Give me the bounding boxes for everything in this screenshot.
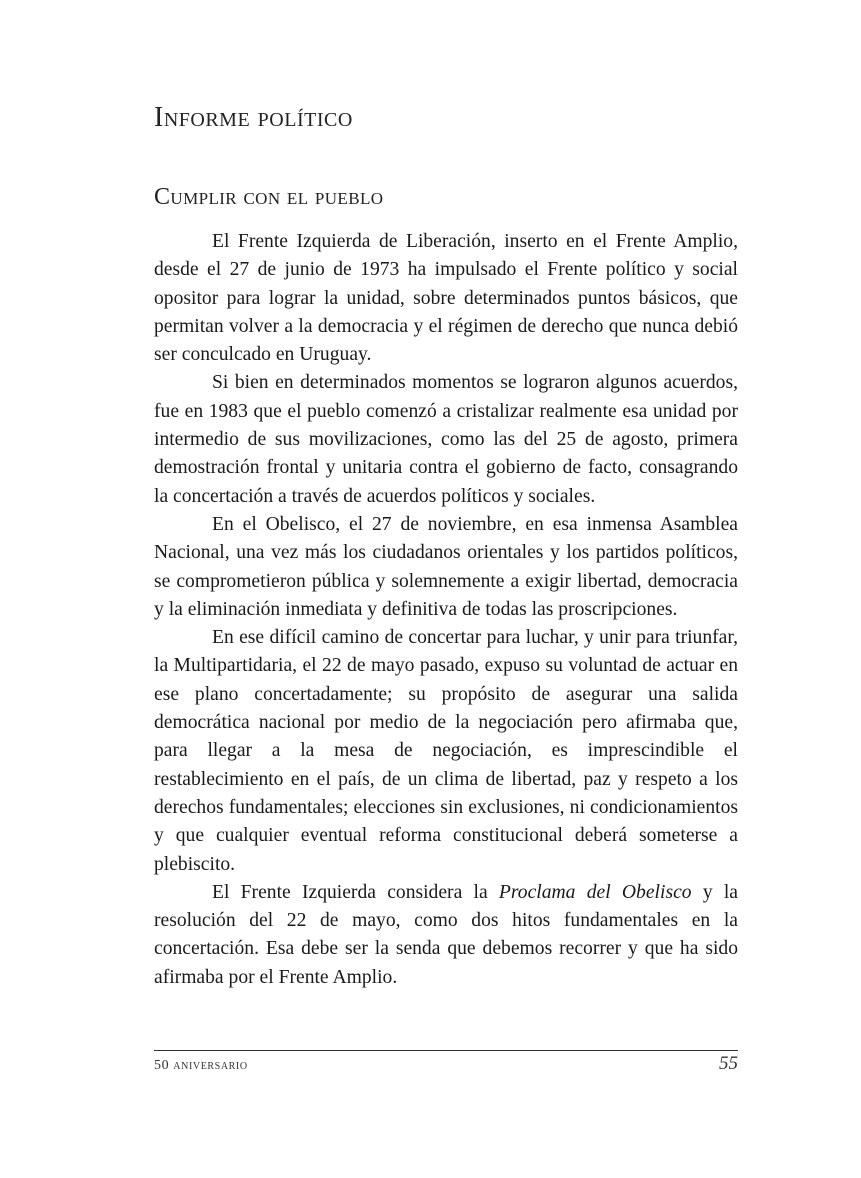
- emphasized-title: Proclama del Obelisco: [498, 881, 692, 903]
- chapter-title: Informe político: [154, 102, 353, 133]
- section-title: Cumplir con el pueblo: [154, 184, 384, 210]
- paragraph: En ese difícil camino de concertar para luchar, y unir para triunfar, la Multipartidaria, el 22 de mayo pasado, expuso su voluntad de actuar en ese plano concertadamente; su propósito de asegurar una salida democrática nacional por medio de la negociación pero afirmaba que, para llegar a la mesa de negociación, es imprescindible el restablecimiento en el país, de un clima de libertad, paz y respeto a los derechos fundamentales; elecciones sin exclusiones, ni condicionamientos y que cualquier eventual reforma constitucional deberá someterse a plebiscito.: [154, 627, 738, 875]
- paragraph-text: El Frente Izquierda considera la: [212, 881, 499, 903]
- document-page: [154, 0, 738, 1178]
- footer-publication: 50 aniversario: [154, 1058, 248, 1073]
- paragraph: En el Obelisco, el 27 de noviembre, en esa inmensa Asamblea Nacional, una vez más los ciudadanos orientales y los partidos políticos, se comprometieron pública y solemnemente a exigir libertad, democracia y la eliminación inmediata y definitiva de todas las proscripciones.: [154, 513, 738, 620]
- page-number: 55: [719, 1053, 738, 1074]
- body-text: [154, 228, 738, 992]
- footer-rule: [154, 1050, 738, 1051]
- paragraph: [154, 879, 738, 992]
- paragraph: El Frente Izquierda de Liberación, inserto en el Frente Amplio, desde el 27 de junio de 1973 ha impulsado el Frente político y social opositor para lograr la unidad, sobre determinados puntos básicos, que permitan volver a la democracia y el régimen de derecho que nunca debió ser conculcado en Uruguay.: [154, 231, 738, 366]
- paragraph: Si bien en determinados momentos se lograron algunos acuerdos, fue en 1983 que el pueblo comenzó a cristalizar realmente esa unidad por intermedio de sus movilizaciones, como las del 25 de agosto, primera demostración frontal y unitaria contra el gobierno de facto, consagrando la concertación a través de acuerdos políticos y sociales.: [154, 372, 738, 507]
- paragraph-text: y la resolución del 22 de mayo, como dos hitos fundamentales en la concertación. Esa debe ser la senda que debemos recorrer y que ha sido afirmaba por el Frente Amplio.: [154, 881, 739, 988]
